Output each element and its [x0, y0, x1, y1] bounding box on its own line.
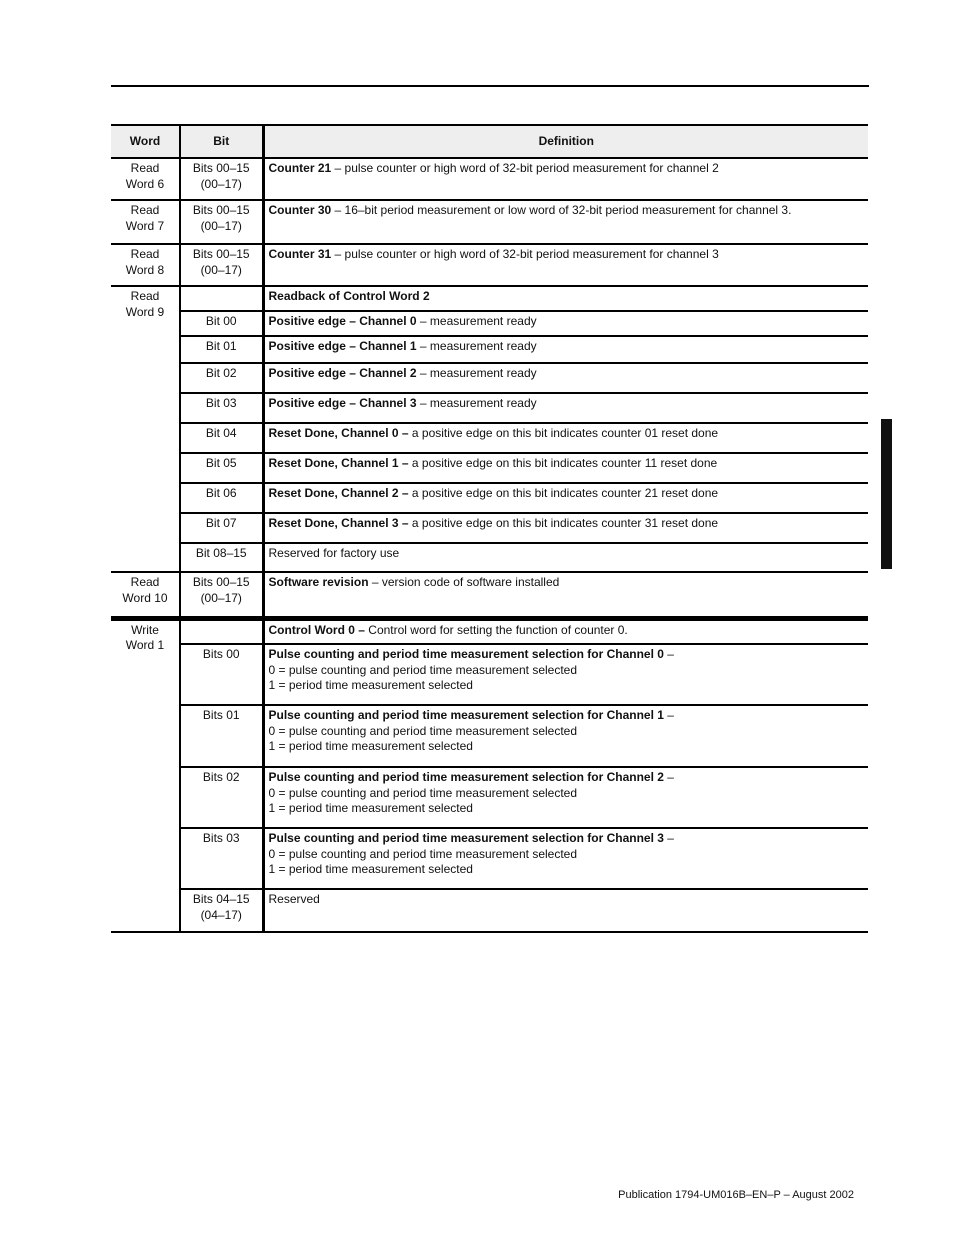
definition-cell [263, 158, 868, 200]
header-bit: Bit [180, 125, 263, 158]
word-cell [111, 200, 180, 244]
word-cell [111, 618, 180, 932]
bit-cell [180, 286, 263, 311]
table-row [111, 423, 868, 453]
definition-text: – measurement ready [416, 339, 537, 353]
definition-text: – [663, 708, 674, 722]
definition-line-2: 0 = pulse counting and period time measurement selected [268, 723, 578, 738]
bit-cell [180, 244, 263, 286]
bit-line-1: Bits 00–15 [192, 247, 250, 261]
bit-cell [180, 572, 263, 618]
definition-cell [263, 311, 868, 336]
definition-text: – [663, 831, 674, 845]
table-row [111, 286, 868, 311]
definition-text: a positive edge on this bit indicates counter 21 reset done [408, 486, 719, 500]
word-line-2: Word 7 [125, 218, 165, 233]
word-bit-definition-table [111, 124, 868, 933]
definition-bold: Reset Done, Channel 1 – [268, 456, 409, 470]
bit-cell: Bit 04 [180, 423, 263, 453]
table-row [111, 244, 868, 286]
definition-cell [263, 644, 868, 705]
table-row [111, 311, 868, 336]
definition-text: – measurement ready [416, 396, 537, 410]
definition-text: a positive edge on this bit indicates counter 01 reset done [408, 426, 719, 440]
table-row [111, 618, 868, 644]
definition-line-3: 1 = period time measurement selected [268, 678, 473, 692]
word-line-2: Word 6 [125, 176, 165, 191]
word-line-2: Word 1 [125, 638, 165, 652]
definition-text: a positive edge on this bit indicates counter 11 reset done [408, 456, 718, 470]
definition-cell [263, 543, 868, 572]
table-row [111, 644, 868, 705]
definition-cell [263, 286, 868, 311]
definition-cell [263, 513, 868, 543]
definition-cell [263, 453, 868, 483]
definition-text: – pulse counter or high word of 32-bit period measurement for channel 3 [331, 247, 719, 261]
word-line-1: Write [131, 622, 159, 637]
bit-cell: Bit 05 [180, 453, 263, 483]
table-row [111, 200, 868, 244]
definition-line-3: 1 = period time measurement selected [268, 801, 473, 815]
definition-cell [263, 336, 868, 363]
definition-bold: Pulse counting and period time measurement selection for Channel 2 [268, 770, 664, 784]
definition-bold: Pulse counting and period time measurement selection for Channel 1 [268, 708, 664, 722]
definition-line-3: 1 = period time measurement selected [268, 862, 473, 876]
definition-bold: Positive edge – Channel 3 [268, 396, 417, 410]
bit-cell [180, 889, 263, 932]
definition-line-2: 0 = pulse counting and period time measurement selected [268, 785, 578, 800]
section-title: Readback of Control Word 2 [268, 289, 430, 303]
table-row [111, 483, 868, 513]
definition-cell [263, 572, 868, 618]
definition-bold: Software revision [268, 575, 369, 589]
definition-bold: Pulse counting and period time measurement selection for Channel 3 [268, 831, 664, 845]
table-row [111, 513, 868, 543]
word-line-1: Read [130, 247, 160, 261]
word-cell [111, 158, 180, 200]
definition-text: Reserved [268, 892, 320, 906]
definition-text: – [663, 647, 674, 661]
definition-text: – [663, 770, 674, 784]
definition-cell [263, 483, 868, 513]
definition-line-2: 0 = pulse counting and period time measurement selected [268, 846, 578, 861]
definition-cell [263, 618, 868, 644]
definition-text: – measurement ready [416, 366, 537, 380]
definition-text: – measurement ready [416, 314, 537, 328]
word-cell [111, 572, 180, 618]
definition-bold: Counter 31 [268, 247, 332, 261]
definition-cell [263, 423, 868, 453]
table-row [111, 767, 868, 828]
table-row [111, 393, 868, 423]
definition-text: – 16–bit period measurement or low word of 32-bit period measurement for channel 3. [331, 203, 792, 217]
bit-cell: Bits 03 [180, 828, 263, 889]
word-line-1: Read [130, 203, 160, 217]
table-row [111, 889, 868, 932]
definition-cell [263, 767, 868, 828]
definition-bold: Reset Done, Channel 2 – [268, 486, 409, 500]
bit-cell [180, 158, 263, 200]
bit-cell: Bit 07 [180, 513, 263, 543]
table-row [111, 828, 868, 889]
word-line-1: Read [130, 289, 160, 303]
bit-cell: Bits 02 [180, 767, 263, 828]
table-row [111, 363, 868, 393]
word-line-1: Read [130, 161, 160, 175]
bit-line-2: (00–17) [200, 176, 242, 191]
chapter-thumb-tab [881, 419, 892, 569]
table-row [111, 705, 868, 767]
bit-line-2: (00–17) [200, 218, 242, 233]
bit-line-1: Bits 04–15 [192, 892, 250, 906]
definition-bold: Counter 21 [268, 161, 332, 175]
definition-text: – version code of software installed [368, 575, 560, 589]
definition-text: – pulse counter or high word of 32-bit period measurement for channel 2 [331, 161, 719, 175]
definition-line-2: 0 = pulse counting and period time measurement selected [268, 662, 578, 677]
word-cell [111, 244, 180, 286]
bit-line-1: Bits 00–15 [192, 575, 250, 589]
bit-cell: Bit 08–15 [180, 543, 263, 572]
publication-footer: Publication 1794-UM016B–EN–P – August 2002 [618, 1189, 854, 1201]
definition-bold: Reset Done, Channel 3 – [268, 516, 409, 530]
word-cell [111, 286, 180, 572]
header-word: Word [111, 125, 180, 158]
bit-cell [180, 618, 263, 644]
table-row [111, 572, 868, 618]
word-line-2: Word 8 [125, 262, 165, 277]
definition-cell [263, 200, 868, 244]
definition-bold: Reset Done, Channel 0 – [268, 426, 409, 440]
bit-line-2: (00–17) [200, 262, 242, 277]
definition-bold: Positive edge – Channel 1 [268, 339, 417, 353]
top-rule [111, 85, 869, 87]
bit-cell: Bits 00 [180, 644, 263, 705]
definition-text: Control word for setting the function of counter 0. [364, 622, 628, 637]
table-row [111, 158, 868, 200]
definition-cell [263, 363, 868, 393]
word-line-2: Word 10 [122, 590, 168, 605]
word-line-2: Word 9 [125, 304, 165, 319]
definition-cell [263, 889, 868, 932]
header-definition: Definition [263, 125, 868, 158]
bit-cell: Bit 06 [180, 483, 263, 513]
definition-cell [263, 828, 868, 889]
bit-cell: Bit 01 [180, 336, 263, 363]
bit-cell: Bit 03 [180, 393, 263, 423]
definition-text: a positive edge on this bit indicates counter 31 reset done [408, 516, 719, 530]
definition-bold: Counter 30 [268, 203, 332, 217]
definition-bold: Pulse counting and period time measurement selection for Channel 0 [268, 647, 664, 661]
bit-line-2: (00–17) [200, 590, 242, 605]
table-row [111, 543, 868, 572]
table-row [111, 336, 868, 363]
definition-bold: Positive edge – Channel 0 [268, 314, 417, 328]
table-header-row [111, 125, 868, 158]
bit-line-1: Bits 00–15 [192, 161, 250, 175]
definition-text: Reserved for factory use [268, 546, 400, 560]
definition-cell [263, 705, 868, 767]
bit-cell [180, 200, 263, 244]
bit-cell: Bits 01 [180, 705, 263, 767]
word-line-1: Read [130, 575, 160, 589]
bit-cell: Bit 00 [180, 311, 263, 336]
bit-line-2: (04–17) [200, 907, 242, 922]
definition-line-3: 1 = period time measurement selected [268, 739, 473, 753]
definition-cell [263, 393, 868, 423]
bit-line-1: Bits 00–15 [192, 203, 250, 217]
definition-bold: Control Word 0 – [268, 622, 365, 637]
bit-cell: Bit 02 [180, 363, 263, 393]
definition-bold: Positive edge – Channel 2 [268, 366, 417, 380]
table-row [111, 453, 868, 483]
definition-cell [263, 244, 868, 286]
